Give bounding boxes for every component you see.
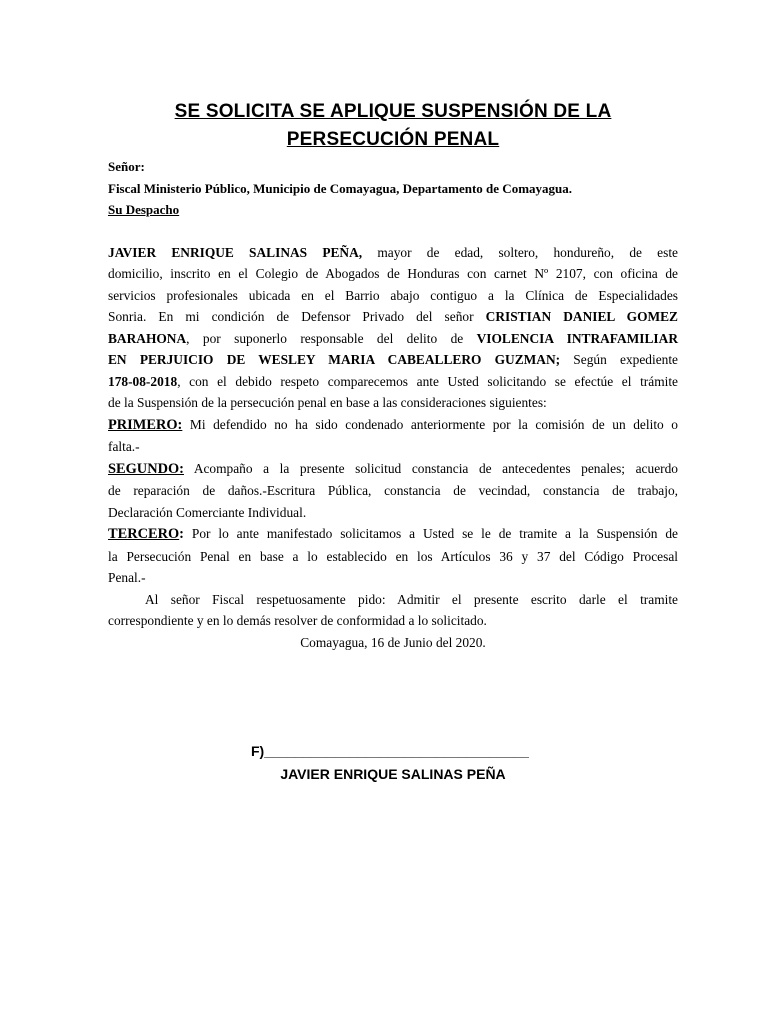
intro-text: domicilio, inscrito en el Colegio de Abogados de Honduras con carnet Nº 2107, con oficina de [108,266,678,281]
intro-text: , por suponerlo responsable del delito de [186,330,477,346]
intro-text: servicios profesionales ubicada en el Barrio abajo contiguo a la Clínica de Especialidades [108,287,678,303]
intro-text: Según expediente [560,352,678,367]
tercero-text: Penal.- [108,570,146,585]
segundo-text: de reparación de daños.-Escritura Pública, constancia de vecindad, constancia de trabajo, [108,483,678,498]
segundo-label: SEGUNDO: [108,460,184,477]
tercero-colon: : [179,526,184,542]
document-body [108,156,678,653]
segundo-text: Acompaño a la presente solicitud constancia de antecedentes penales; acuerdo [183,460,678,476]
case-number: 178-08-2018 [108,373,178,389]
document-title-line-1: SE SOLICITA SE APLIQUE SUSPENSIÓN DE LA [174,101,612,122]
signatory-name: JAVIER ENRIQUE SALINAS PEÑA [280,766,506,782]
tercero-text: Por lo ante manifestado solicitamos a Usted se le de tramite a la Suspensión de [183,526,678,541]
document-title-line-2: PERSECUCIÓN PENAL [286,129,500,150]
client-surname: BARAHONA [108,330,187,346]
intro-text: de la Suspensión de la persecución penal en base a las consideraciones siguientes: [108,395,547,410]
petitioner-name: JAVIER ENRIQUE SALINAS PEÑA, [108,244,363,260]
primero-text: falta.- [108,439,140,454]
tercero-label: TERCERO [108,526,180,542]
intro-text: Sonria. En mi condición de Defensor Privado del señor [108,309,486,324]
recipient: Fiscal Ministerio Público, Municipio de Comayagua, Departamento de Comayagua. [108,180,573,196]
spacer [108,221,678,242]
client-name: CRISTIAN DANIEL GOMEZ [485,309,678,324]
tercero-paragraph [108,523,678,589]
segundo-text: Declaración Comerciante Individual. [108,504,307,520]
place-date: Comayagua, 16 de Junio del 2020. [300,634,486,650]
primero-label: PRIMERO: [108,416,183,433]
intro-paragraph [108,242,678,414]
primero-paragraph [108,414,678,458]
office-line: Su Despacho [108,202,180,217]
closing-text: Al señor Fiscal respetuosamente pido: Admitir el presente escrito darle el tramite [145,591,678,607]
closing-paragraph [108,589,678,654]
primero-text: Mi defendido no ha sido condenado anteriormente por la comisión de un delito o [182,416,678,432]
closing-text: correspondiente y en lo demás resolver de conformidad a lo solicitado. [108,613,487,628]
offense-victim: EN PERJUICIO DE WESLEY MARIA CABEALLERO GUZMAN; [108,352,561,367]
offense: VIOLENCIA INTRAFAMILIAR [476,330,678,346]
signature-line: F)__________________________________ [251,743,529,759]
intro-text: , con el debido respeto comparecemos ante Usted solicitando se efectúe el trámite [177,373,678,389]
segundo-paragraph [108,458,678,524]
intro-text: mayor de edad, soltero, hondureño, de este [362,244,678,260]
tercero-text: la Persecución Penal en base a lo establecido en los Artículos 36 y 37 del Código Procesal [108,548,678,564]
salutation: Señor: [108,159,145,174]
